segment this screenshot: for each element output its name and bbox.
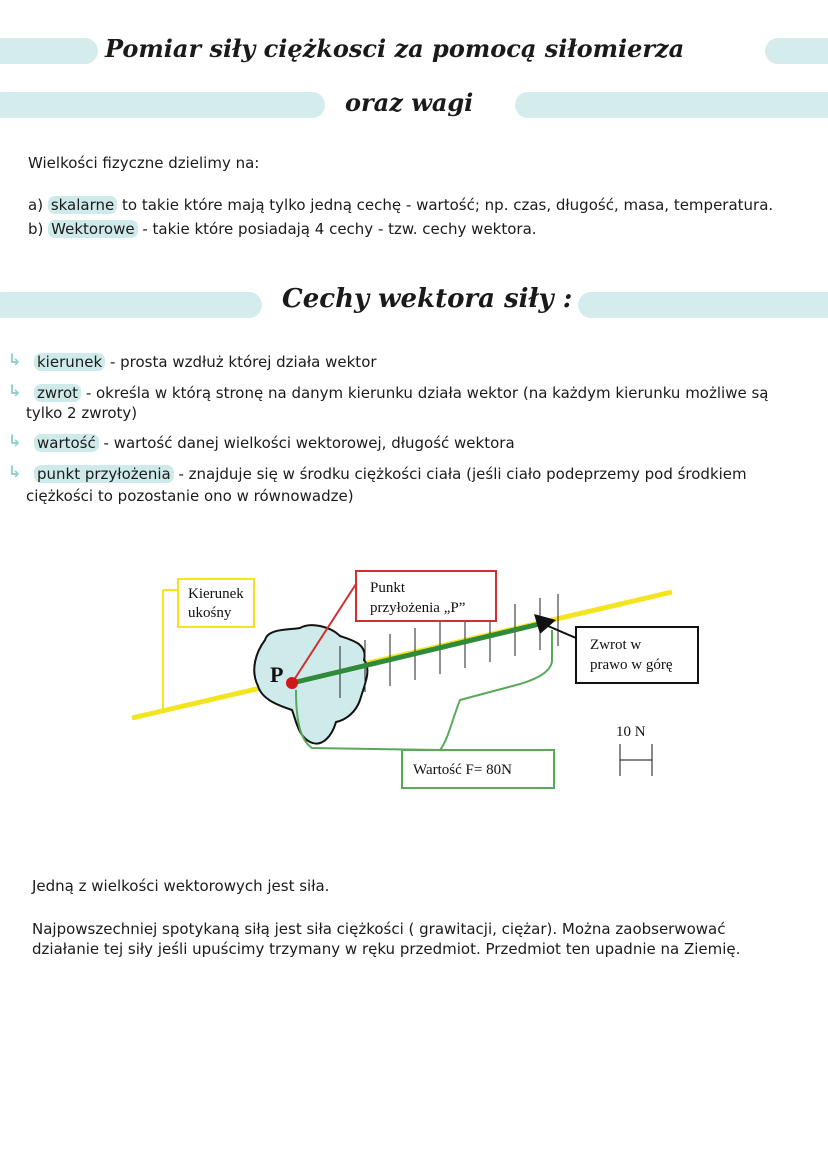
footer-paragraph-2-line1: Najpowszechniej spotykaną siłą jest siła ciężkości ( grawitacji, ciężar). Można zaobserwować — [32, 920, 726, 938]
punkt-label-2: przyłożenia „P” — [370, 600, 466, 616]
section-band-left — [0, 292, 262, 318]
section-band-right — [578, 292, 828, 318]
feature-desc: - określa w którą stronę na danym kierunku działa wektor (na każdym kierunku możliwe są — [81, 384, 769, 402]
footer-paragraph-2-line2: działanie tej siły jeśli upuścimy trzymany w ręku przedmiot. Przedmiot ten upadnie na Ziemię. — [32, 940, 741, 958]
intro-b-rest: - takie które posiadają 4 cechy - tzw. cechy wektora. — [137, 220, 537, 238]
feature-desc: - prosta wzdłuż której działa wektor — [105, 353, 377, 371]
arrow-icon: ↳ — [8, 462, 22, 481]
zwrot-label-2: prawo w górę — [590, 657, 673, 673]
scale-label: 10 N — [616, 724, 646, 740]
scale-bar — [620, 744, 652, 776]
point-label: P — [270, 662, 284, 687]
page-title-line1: Pomiar siły ciężkosci za pomocą siłomierza — [105, 34, 685, 63]
feature-term: punkt przyłożenia — [34, 465, 174, 483]
kierunek-label-1: Kierunek — [188, 586, 244, 602]
vector-diagram — [0, 560, 828, 820]
intro-b-prefix: b) — [28, 220, 49, 238]
title-band-left-1 — [0, 38, 98, 64]
title-band-right-1 — [765, 38, 828, 64]
feature-item-wartosc — [34, 433, 515, 453]
zwrot-label-1: Zwrot w — [590, 637, 642, 653]
intro-item-b — [28, 219, 537, 239]
arrow-icon: ↳ — [8, 350, 22, 369]
title-band-left-2 — [0, 92, 325, 118]
application-point — [286, 677, 298, 689]
intro-a-prefix: a) — [28, 196, 48, 214]
feature-item-zwrot — [34, 383, 768, 403]
feature-term: zwrot — [34, 384, 81, 402]
feature-desc-cont: ciężkości to pozostanie ono w równowadze) — [26, 487, 354, 505]
feature-term: kierunek — [34, 353, 105, 371]
arrow-icon: ↳ — [8, 431, 22, 450]
term-skalarne: skalarne — [48, 196, 117, 214]
feature-item-kierunek — [34, 352, 377, 372]
arrow-icon: ↳ — [8, 381, 22, 400]
section-title: Cechy wektora siły : — [282, 284, 573, 314]
zwrot-box — [576, 627, 698, 683]
punkt-label-1: Punkt — [370, 580, 406, 596]
feature-item-punkt — [34, 464, 747, 484]
feature-desc: - wartość danej wielkości wektorowej, długość wektora — [98, 434, 515, 452]
title-band-right-2 — [515, 92, 828, 118]
feature-desc: - znajduje się w środku ciężkości ciała (jeśli ciało podeprzemy pod środkiem — [173, 465, 747, 483]
feature-term: wartość — [34, 434, 99, 452]
page-title-line2: oraz wagi — [345, 88, 474, 117]
footer-paragraph-1: Jedną z wielkości wektorowych jest siła. — [32, 877, 330, 895]
kierunek-label-2: ukośny — [188, 605, 232, 621]
intro-lead: Wielkości fizyczne dzielimy na: — [28, 154, 260, 172]
intro-item-a — [28, 195, 773, 215]
wartosc-label: Wartość F= 80N — [413, 762, 512, 778]
term-wektorowe: Wektorowe — [48, 220, 137, 238]
feature-desc-cont: tylko 2 zwroty) — [26, 404, 138, 422]
intro-a-rest: to takie które mają tylko jedną cechę - wartość; np. czas, długość, masa, temperatura. — [117, 196, 774, 214]
